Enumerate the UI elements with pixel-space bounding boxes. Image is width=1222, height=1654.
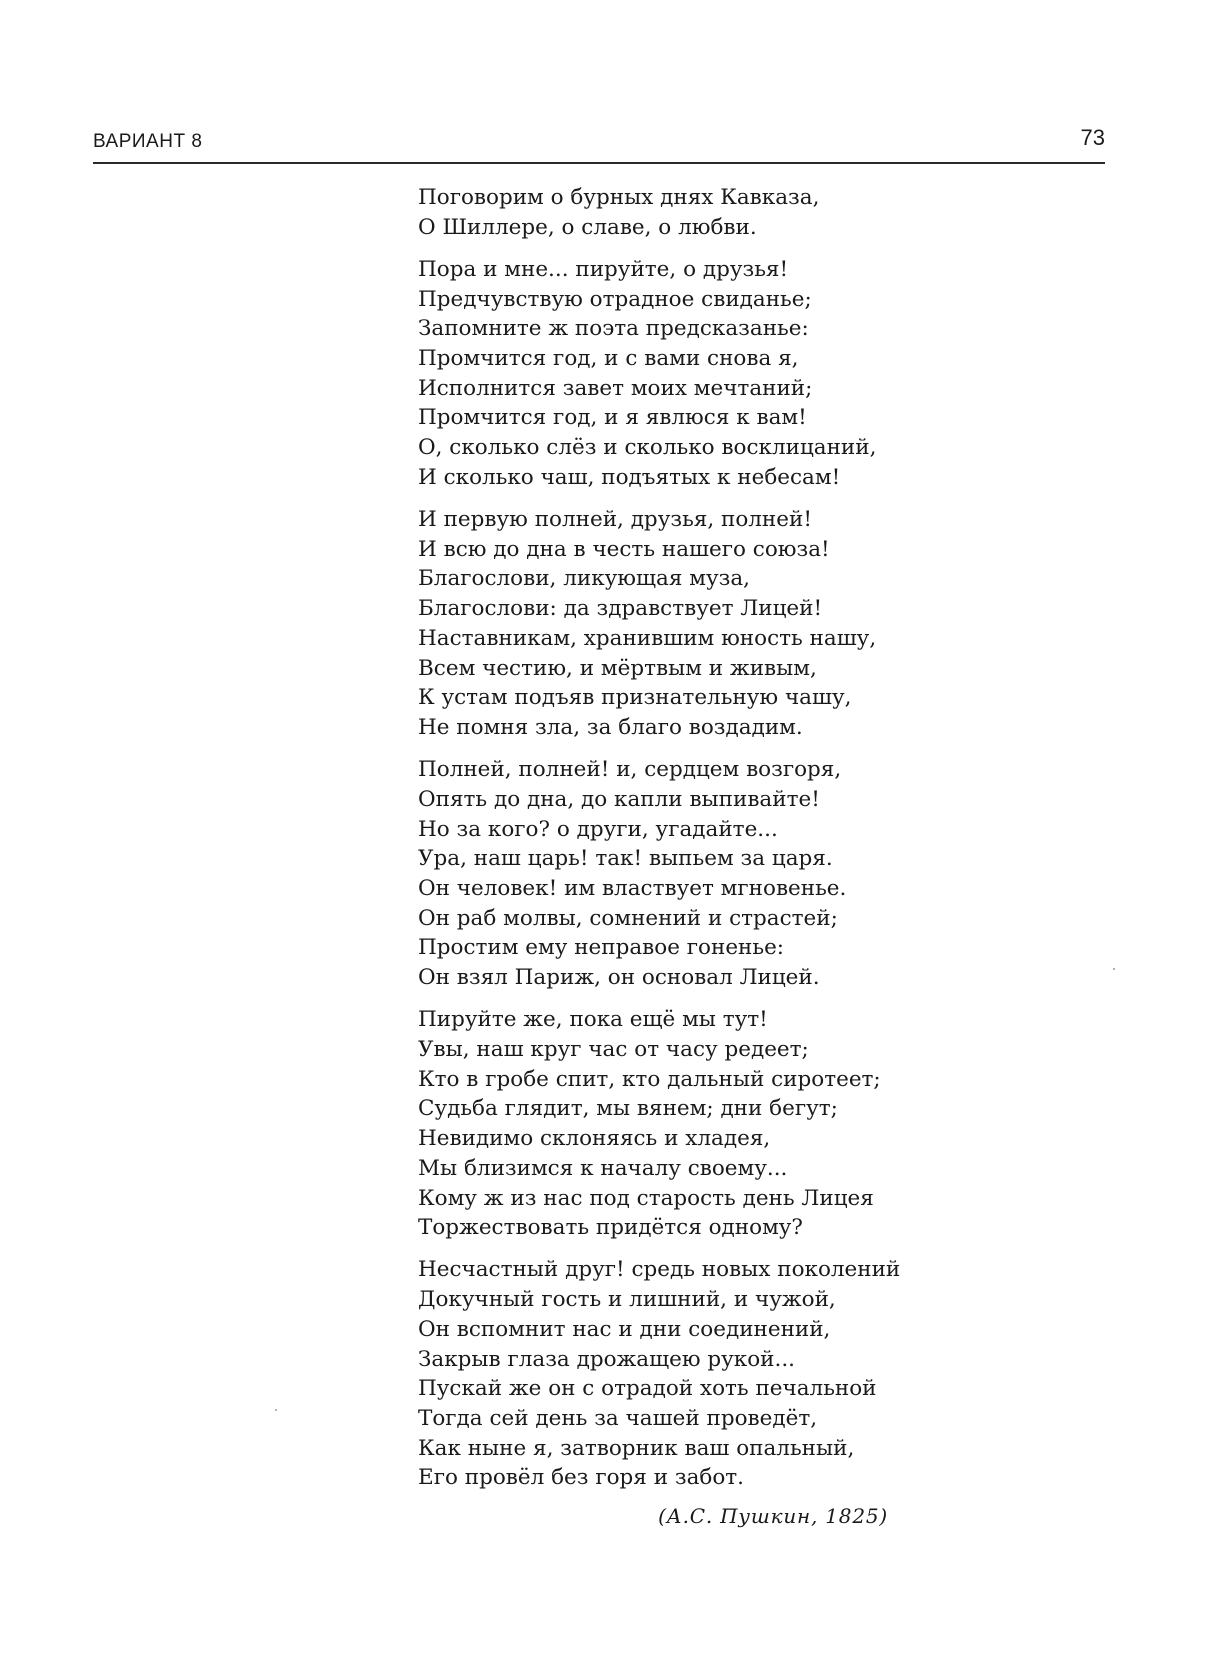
poem-line: Пируйте же, пока ещё мы тут! xyxy=(418,1007,768,1033)
poem-line: Наставникам, хранившим юность нашу, xyxy=(418,625,877,651)
poem-line: Благослови, ликующая муза, xyxy=(418,566,750,592)
poem-line: Закрыв глаза дрожащею рукой... xyxy=(418,1346,796,1372)
poem-line: Докучный гость и лишний, и чужой, xyxy=(418,1287,836,1313)
poem-line: Простим ему неправое гоненье: xyxy=(418,935,785,961)
poem-line: Опять до дна, до капли выпивайте! xyxy=(418,786,820,812)
poem-line: Всем честию, и мёртвым и живым, xyxy=(418,655,817,681)
stanza xyxy=(418,255,1118,493)
stanza xyxy=(418,755,1118,993)
scan-speck xyxy=(1113,968,1115,970)
poem-line: О, сколько слёз и сколько восклицаний, xyxy=(418,435,877,461)
stanza xyxy=(418,1005,1118,1243)
poem-line: Пускай же он с отрадой хоть печальной xyxy=(418,1376,877,1402)
poem-line: К устам подъяв признательную чашу, xyxy=(418,685,852,711)
poem-line: Исполнится завет моих мечтаний; xyxy=(418,375,813,401)
poem-body xyxy=(418,183,1118,1506)
poem-line: Кто в гробе спит, кто дальный сиротеет; xyxy=(418,1066,881,1092)
page-number: 73 xyxy=(1080,125,1105,150)
poem-line: И всю до дна в честь нашего союза! xyxy=(418,536,830,562)
poem-line: Предчувствую отрадное свиданье; xyxy=(418,286,812,312)
poem-line: Тогда сей день за чашей проведёт, xyxy=(418,1405,818,1431)
variant-label: ВАРИАНТ 8 xyxy=(93,131,203,152)
poem-line: И сколько чаш, подъятых к небесам! xyxy=(418,464,841,490)
poem-line: Мы близимся к началу своему... xyxy=(418,1155,788,1181)
poem-line: Промчится год, и я явлюся к вам! xyxy=(418,405,807,431)
poem-line: Промчится год, и с вами снова я, xyxy=(418,346,799,372)
stanza xyxy=(418,183,1118,242)
stanza xyxy=(418,1255,1118,1493)
poem-line: Он человек! им властвует мгновенье. xyxy=(418,875,847,901)
stanza xyxy=(418,505,1118,743)
poem-line: Полней, полней! и, сердцем возгоря, xyxy=(418,757,842,783)
poem-line: Он взял Париж, он основал Лицей. xyxy=(418,965,820,991)
poem-line: Но за кого? о други, угадайте... xyxy=(418,816,778,842)
page-header xyxy=(93,120,1105,164)
poem-line: Он вспомнит нас и дни соединений, xyxy=(418,1316,831,1342)
poem-line: Запомните ж поэта предсказанье: xyxy=(418,316,809,342)
poem-line: Кому ж из нас под старость день Лицея xyxy=(418,1185,874,1211)
poem-line: Благослови: да здравствует Лицей! xyxy=(418,596,823,622)
poem-line: Увы, наш круг час от часу редеет; xyxy=(418,1036,809,1062)
poem-line: Как ныне я, затворник ваш опальный, xyxy=(418,1435,855,1461)
poem-line: Судьба глядит, мы вянем; дни бегут; xyxy=(418,1096,838,1122)
poem-line: Торжествовать придётся одному? xyxy=(418,1215,803,1241)
poem-line: Его провёл без горя и забот. xyxy=(418,1465,745,1491)
poem-line: И первую полней, друзья, полней! xyxy=(418,507,812,533)
poem-line: Не помня зла, за благо воздадим. xyxy=(418,714,803,740)
poem-line: Он раб молвы, сомнений и страстей; xyxy=(418,905,838,931)
scan-speck xyxy=(275,1409,277,1411)
poem-line: Поговорим о бурных днях Кавказа, xyxy=(418,185,820,210)
poem-line: Несчастный друг! средь новых поколений xyxy=(418,1257,901,1283)
poem-line: Пора и мне... пируйте, о друзья! xyxy=(418,256,789,282)
poem-line: О Шиллере, о славе, о любви. xyxy=(418,214,757,240)
poem-line: Невидимо склоняясь и хладея, xyxy=(418,1126,771,1152)
poem-line: Ура, наш царь! так! выпьем за царя. xyxy=(418,846,833,872)
poem-attribution: (А.С. Пушкин, 1825) xyxy=(658,1504,888,1528)
